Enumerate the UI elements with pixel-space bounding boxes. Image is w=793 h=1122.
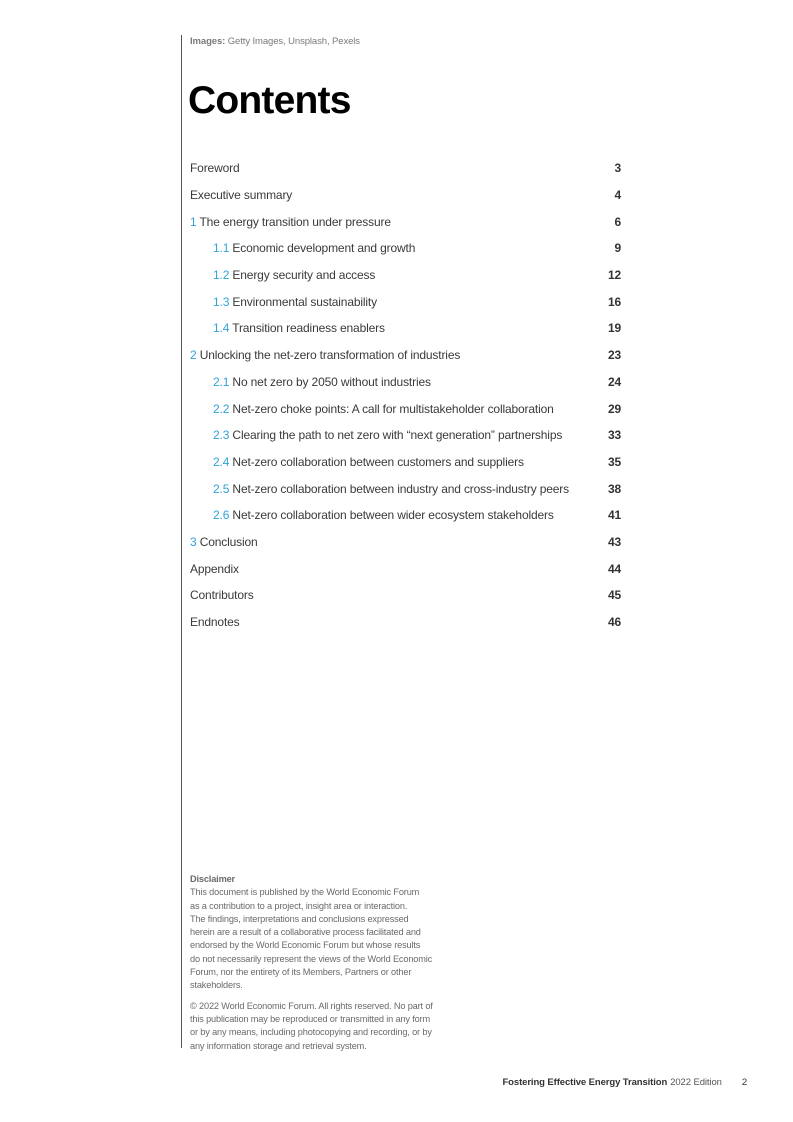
toc-page-number: 43 [607, 534, 621, 549]
disclaimer-body [190, 886, 480, 992]
toc-page-number: 3 [614, 161, 621, 176]
disclaimer-line: This document is published by the World Economic Forum [190, 887, 420, 898]
toc-page-number: 24 [607, 374, 621, 389]
toc-page-number: 44 [607, 561, 621, 576]
image-credits-text: Getty Images, Unsplash, Pexels [227, 36, 360, 47]
disclaimer-line: Forum, nor the entirety of its Members, Partners or other [190, 967, 412, 978]
toc-item-section-2-5[interactable] [190, 475, 621, 502]
copyright-line: © 2022 World Economic Forum. All rights reserved. No part of [190, 1000, 433, 1011]
toc-page-number: 41 [607, 508, 621, 523]
toc-page-number: 45 [607, 588, 621, 603]
disclaimer-line: stakeholders. [190, 980, 243, 991]
disclaimer-line: The findings, interpretations and conclusions expressed [190, 913, 409, 924]
toc-label: No net zero by 2050 without industries [232, 374, 431, 389]
toc-number: 2.2 [213, 401, 230, 416]
toc-page-number: 12 [607, 268, 621, 283]
disclaimer-line: endorsed by the World Economic Forum but whose results [190, 940, 421, 951]
toc-item-endnotes[interactable] [190, 609, 621, 636]
toc-number: 1.4 [213, 321, 230, 336]
toc-label: Net-zero choke points: A call for multistakeholder collaboration [232, 401, 554, 416]
toc-label: Unlocking the net-zero transformation of industries [199, 348, 461, 363]
footer-document-title: Fostering Effective Energy Transition [502, 1077, 668, 1088]
page-footer [502, 1077, 747, 1088]
toc-item-section-2-1[interactable] [190, 369, 621, 396]
disclaimer-line: as a contribution to a project, insight area or interaction. [190, 900, 408, 911]
toc-page-number: 23 [607, 348, 621, 363]
toc-page-number: 4 [614, 188, 621, 203]
footer-page-number: 2 [741, 1077, 747, 1088]
toc-item-section-2-6[interactable] [190, 502, 621, 529]
toc-number: 1 [190, 214, 197, 229]
toc-item-section-2-2[interactable] [190, 395, 621, 422]
toc-number: 2 [190, 348, 197, 363]
toc-label: Clearing the path to net zero with “next generation” partnerships [232, 428, 563, 443]
toc-number: 2.6 [213, 508, 230, 523]
disclaimer-line: herein are a result of a collaborative process facilitated and [190, 927, 421, 938]
toc-page-number: 6 [614, 214, 621, 229]
toc-page-number: 35 [607, 454, 621, 469]
copyright-notice [190, 1000, 480, 1053]
toc-label: Contributors [190, 588, 254, 603]
table-of-contents [190, 155, 621, 635]
toc-label: Environmental sustainability [232, 294, 377, 309]
toc-page-number: 19 [607, 321, 621, 336]
toc-page-number: 29 [607, 401, 621, 416]
image-credits [190, 36, 360, 47]
toc-number: 1.3 [213, 294, 230, 309]
toc-item-section-1-4[interactable] [190, 315, 621, 342]
toc-item-chapter-2[interactable] [190, 342, 621, 369]
footer-edition: 2022 Edition [670, 1077, 722, 1088]
disclaimer-line: do not necessarily represent the views of the World Economic [190, 953, 433, 964]
toc-label: Transition readiness enablers [232, 321, 385, 336]
toc-label: Conclusion [199, 534, 258, 549]
toc-label: Endnotes [190, 615, 240, 630]
toc-number: 3 [190, 534, 197, 549]
toc-label: Net-zero collaboration between industry and cross-industry peers [232, 481, 569, 496]
copyright-line: any information storage and retrieval system. [190, 1040, 367, 1051]
toc-label: Economic development and growth [232, 241, 416, 256]
toc-item-section-1-2[interactable] [190, 262, 621, 289]
disclaimer-heading: Disclaimer [190, 874, 235, 884]
toc-label: Appendix [190, 561, 239, 576]
toc-page-number: 33 [607, 428, 621, 443]
copyright-line: this publication may be reproduced or transmitted in any form [190, 1013, 431, 1024]
vertical-rule [181, 35, 182, 1048]
toc-label: The energy transition under pressure [199, 214, 391, 229]
toc-number: 2.3 [213, 428, 230, 443]
toc-item-chapter-1[interactable] [190, 208, 621, 235]
copyright-line: or by any means, including photocopying and recording, or by [190, 1027, 432, 1038]
toc-item-foreword[interactable] [190, 155, 621, 182]
toc-page-number: 16 [607, 294, 621, 309]
image-credits-label: Images: [190, 36, 226, 47]
toc-number: 2.5 [213, 481, 230, 496]
toc-label: Net-zero collaboration between wider ecosystem stakeholders [232, 508, 554, 523]
toc-item-section-1-1[interactable] [190, 235, 621, 262]
toc-label: Energy security and access [232, 268, 376, 283]
page-title: Contents [188, 79, 351, 122]
toc-label: Net-zero collaboration between customers and suppliers [232, 454, 524, 469]
toc-label: Executive summary [190, 188, 293, 203]
toc-item-contributors[interactable] [190, 582, 621, 609]
toc-number: 2.4 [213, 454, 230, 469]
toc-item-chapter-3[interactable] [190, 529, 621, 556]
toc-number: 1.2 [213, 268, 230, 283]
toc-page-number: 38 [607, 481, 621, 496]
toc-item-section-2-4[interactable] [190, 449, 621, 476]
toc-item-section-1-3[interactable] [190, 288, 621, 315]
toc-number: 2.1 [213, 374, 230, 389]
toc-number: 1.1 [213, 241, 230, 256]
toc-page-number: 9 [614, 241, 621, 256]
toc-item-section-2-3[interactable] [190, 422, 621, 449]
toc-page-number: 46 [607, 615, 621, 630]
disclaimer [190, 873, 480, 1053]
toc-item-appendix[interactable] [190, 555, 621, 582]
toc-item-executive-summary[interactable] [190, 182, 621, 209]
toc-label: Foreword [190, 161, 240, 176]
